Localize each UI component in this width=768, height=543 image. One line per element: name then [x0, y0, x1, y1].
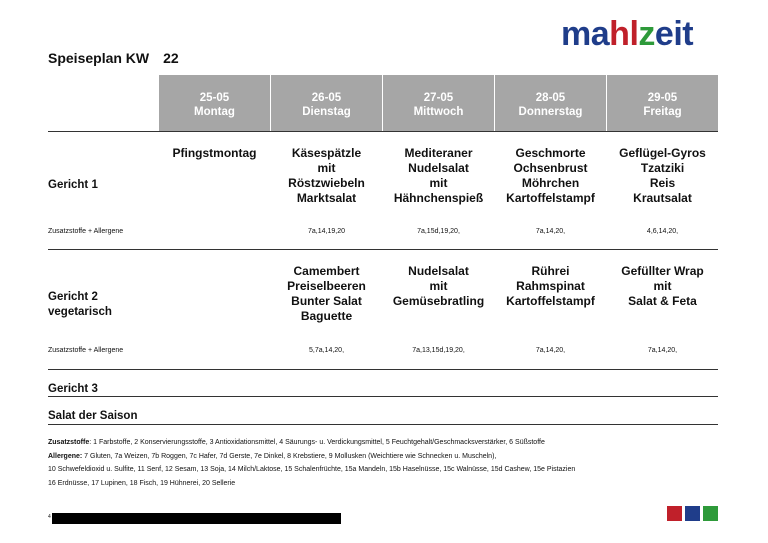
- color-square-blue: [685, 506, 700, 521]
- allergen-label: Zusatzstoffe + Allergene: [48, 228, 124, 235]
- logo-letter: m: [561, 15, 591, 53]
- day-header-tuesday: [271, 75, 382, 131]
- dish-line: Geflügel-Gyros: [619, 146, 706, 160]
- dish-line: Ochsenbrust: [513, 161, 588, 175]
- footer-allergene: [48, 452, 496, 461]
- dish-line: Röstzwiebeln: [288, 176, 365, 190]
- logo-letter: e: [654, 15, 674, 53]
- dish-cell: [383, 264, 494, 309]
- logo-letter: i: [673, 15, 683, 53]
- dish-line: Reis: [649, 176, 676, 190]
- dish-cell: [495, 146, 606, 206]
- dish-cell: [607, 264, 718, 309]
- row-label-gericht-2: [48, 290, 112, 320]
- dish-line: Gefüllter Wrap: [621, 264, 704, 278]
- day-name: Dienstag: [302, 106, 351, 118]
- dish-cell: [383, 146, 494, 206]
- dish-line: Hähnchenspieß: [393, 191, 484, 205]
- dish-line: Baguette: [300, 309, 353, 323]
- dish-line: Nudelsalat: [408, 161, 469, 175]
- day-date: 25-05: [199, 92, 230, 104]
- dish-line: Tzatziki: [640, 161, 685, 175]
- row-label-gericht-1: Gericht 1: [48, 179, 98, 191]
- dish-cell: [495, 264, 606, 309]
- color-square-green: [703, 506, 718, 521]
- row-label-line: Gericht 2: [48, 291, 98, 303]
- dish-line: Nudelsalat: [408, 264, 469, 278]
- dish-line: Preiselbeeren: [287, 279, 366, 293]
- row-label-gericht-3: Gericht 3: [48, 383, 98, 395]
- dish-line: Camembert: [293, 264, 360, 278]
- divider: [48, 369, 718, 370]
- logo-letter: h: [609, 15, 630, 53]
- title-text: Speiseplan KW: [48, 50, 150, 66]
- week-number: 22: [163, 50, 179, 66]
- logo-letter: z: [638, 15, 655, 53]
- allergen-codes: 7a,14,20,: [535, 228, 566, 235]
- color-square-red: [667, 506, 682, 521]
- day-header-friday: [607, 75, 718, 131]
- allergen-codes: 7a,14,20,: [647, 347, 678, 354]
- day-name: Mittwoch: [413, 106, 464, 118]
- page-marker: 4: [48, 514, 51, 520]
- allergen-codes: 7a,13,15d,19,20,: [412, 347, 465, 354]
- logo-letter: l: [629, 15, 639, 53]
- divider: [48, 396, 718, 397]
- dish-line: Marktsalat: [296, 191, 357, 205]
- footer-line: 16 Erdnüsse, 17 Lupinen, 18 Fisch, 19 Hühnerei, 20 Sellerie: [48, 480, 236, 487]
- row-label-line: vegetarisch: [48, 306, 112, 318]
- dish-line: Gemüsebratling: [392, 294, 485, 308]
- dish-line: Rührei: [531, 264, 570, 278]
- dish-line: Krautsalat: [633, 191, 692, 205]
- dish-line: Salat & Feta: [628, 294, 697, 308]
- day-date: 29-05: [647, 92, 678, 104]
- allergen-codes: 5,7a,14,20,: [308, 347, 345, 354]
- dish-line: Kartoffelstampf: [506, 294, 595, 308]
- dish-line: mit: [429, 279, 448, 293]
- footer-label: Allergene:: [48, 453, 83, 460]
- dish-line: Rahmspinat: [516, 279, 585, 293]
- divider: [48, 424, 718, 425]
- redaction-bar: [52, 513, 341, 524]
- dish-line: Geschmorte: [515, 146, 586, 160]
- allergen-codes: 7a,14,20,: [535, 347, 566, 354]
- day-header-thursday: [495, 75, 606, 131]
- allergen-codes: 4,6,14,20,: [646, 228, 679, 235]
- allergen-label: Zusatzstoffe + Allergene: [48, 347, 124, 354]
- footer-text: 7 Gluten, 7a Weizen, 7b Roggen, 7c Hafer, 7d Gerste, 7e Dinkel, 8 Krebstiere, 9 Mollusken (Weichtiere wie Schnecken u. Muscheln),: [82, 453, 497, 460]
- dish-line: Mediteraner: [404, 146, 473, 160]
- footer-zusatzstoffe: [48, 438, 545, 447]
- dish-line: Kartoffelstampf: [506, 191, 595, 205]
- allergen-codes: 7a,14,19,20: [308, 228, 345, 235]
- dish-cell: [271, 146, 382, 206]
- logo-letter: a: [590, 15, 610, 53]
- dish-cell: [607, 146, 718, 206]
- day-date: 26-05: [311, 92, 342, 104]
- dish-cell: [271, 264, 382, 324]
- footer-text: : 1 Farbstoffe, 2 Konservierungsstoffe, 3 Antioxidationsmittel, 4 Säurungs- u. Verdickungsmittel, 5 Feuchtgehalt/Geschmacksverstärker, 6 Süßstoffe: [89, 439, 545, 446]
- day-date: 28-05: [535, 92, 566, 104]
- day-name: Donnerstag: [518, 106, 583, 118]
- day-header-monday: [159, 75, 270, 131]
- dish-line: mit: [653, 279, 672, 293]
- dish-line: Möhrchen: [521, 176, 580, 190]
- dish-line: Käsespätzle: [291, 146, 362, 160]
- day-header-wednesday: [383, 75, 494, 131]
- dish-line: Bunter Salat: [291, 294, 362, 308]
- logo-letter: t: [682, 15, 694, 53]
- dish-line: mit: [317, 161, 336, 175]
- mahlzeit-logo: [561, 14, 693, 54]
- footer-label: Zusatzstoffe: [48, 439, 90, 446]
- page-title: [48, 50, 179, 66]
- dish-line: mit: [429, 176, 448, 190]
- day-name: Montag: [194, 106, 235, 118]
- day-name: Freitag: [643, 106, 682, 118]
- divider: [48, 249, 718, 250]
- day-date: 27-05: [423, 92, 454, 104]
- row-label-salat: Salat der Saison: [48, 410, 138, 422]
- allergen-codes: 7a,15d,19,20,: [417, 228, 460, 235]
- dish-line: Pfingstmontag: [172, 146, 257, 160]
- dish-cell: [159, 146, 270, 161]
- footer-line: 10 Schwefeldioxid u. Sulfite, 11 Senf, 12 Sesam, 13 Soja, 14 Milch/Laktose, 15 Schalenfrüchte, 15a Mandeln, 15b Haselnüsse, 15c Walnüsse, 15d Cashew, 15e Pistazien: [48, 466, 576, 473]
- divider: [48, 131, 718, 132]
